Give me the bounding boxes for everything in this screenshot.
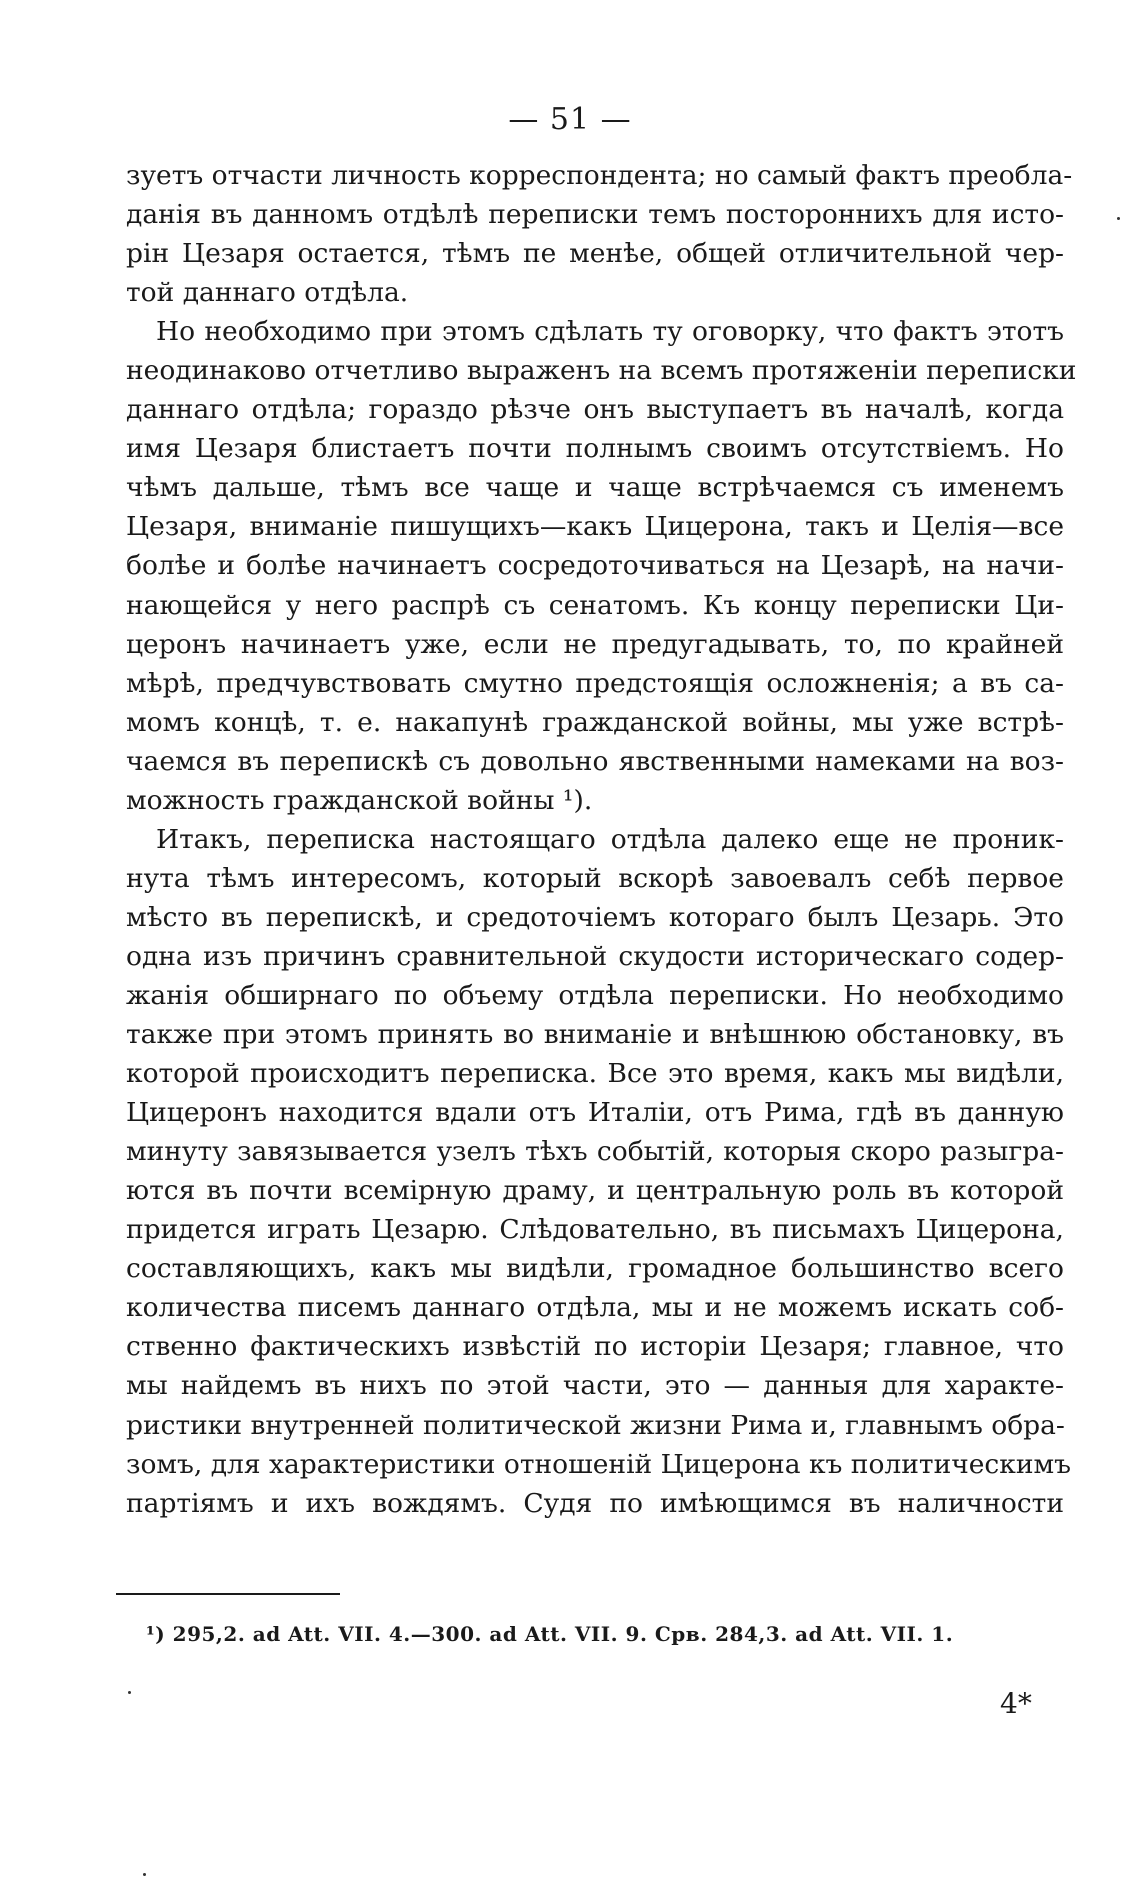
text-line: Цезаря, вниманіе пишущихъ—какъ Цицерона, такъ и Целія—все [126,511,1064,543]
text-line: зуетъ отчасти личность корреспондента; но самый фактъ преобла- [126,160,1073,191]
text-line: жанія обширнаго по объему отдѣла переписки. Но необходимо [126,979,1064,1011]
text-line: зомъ, для характеристики отношеній Цицерона къ политическимъ [126,1448,1071,1480]
text-line: данія въ данномъ отдѣлѣ переписки темъ постороннихъ для исто- [126,199,1064,231]
text-line: неодинаково отчетливо выраженъ на всемъ протяженіи переписки [126,355,1077,387]
text-line: чаемся въ перепискѣ съ довольно явственными намеками на воз- [126,745,1064,777]
text-line: можность гражданской войны ¹). [126,784,593,816]
text-line: одна изъ причинъ сравнительной скудости историческаго содер- [126,940,1064,972]
text-line [126,820,1064,859]
text-line: ристики внутренней политической жизни Рима и, главнымъ обра- [126,1409,1065,1441]
text-line: момъ концѣ, т. е. накапунѣ гражданской войны, мы уже встрѣ- [126,706,1064,738]
body-text [126,156,1077,1523]
text-line: той даннаго отдѣла. [126,277,409,309]
paragraph [126,312,1077,820]
text-line: нута тѣмъ интересомъ, который вскорѣ завоевалъ себѣ первое [126,862,1064,894]
text-line: болѣе и болѣе начинаетъ сосредоточиваться на Цезарѣ, на начи- [126,550,1064,582]
text-line: даннаго отдѣла; гораздо рѣзче онъ выступаетъ въ началѣ, когда [126,394,1064,426]
scan-speck [128,1691,131,1694]
text-line: имя Цезаря блистаетъ почти полнымъ своимъ отсутствіемъ. Но [126,433,1064,465]
footnote: ¹) 295,2. ad Att. VII. 4.—300. ad Att. VII. 9. Срв. 284,3. ad Att. VII. 1. [146,1622,954,1646]
text-line [126,312,1064,351]
paragraph [126,820,1071,1523]
text-line: чѣмъ дальше, тѣмъ все чаще и чаще встрѣчаемся съ именемъ [126,472,1064,504]
text-line: партіямъ и ихъ вождямъ. Судя по имѣющимся въ наличности [126,1487,1064,1519]
paragraph [126,156,1073,312]
footnote-divider [116,1593,340,1595]
text-line: ственно фактическихъ извѣстій по исторіи Цезаря; главное, что [126,1331,1064,1363]
text-line: нающейся у него распрѣ съ сенатомъ. Къ концу переписки Ци- [126,589,1064,621]
text-line: придется играть Цезарю. Слѣдовательно, въ письмахъ Цицерона, [126,1214,1064,1246]
text-line: мѣсто въ перепискѣ, и средоточіемъ котораго былъ Цезарь. Это [126,901,1064,933]
text-line: рін Цезаря остается, тѣмъ пе менѣе, общей отличительной чер- [126,238,1064,270]
text-line: составляющихъ, какъ мы видѣли, громадное большинство всего [126,1253,1064,1285]
text-line: количества писемъ даннаго отдѣла, мы и не можемъ искать соб- [126,1292,1064,1324]
text-line: церонъ начинаетъ уже, если не предугадывать, то, по крайней [126,628,1064,660]
text-line: мѣрѣ, предчувствовать смутно предстоящія осложненія; а въ са- [126,667,1064,699]
text-line-content: Итакъ, переписка настоящаго отдѣла далеко еще не проник- [156,823,1064,855]
text-line: которой происходитъ переписка. Все это время, какъ мы видѣли, [126,1058,1064,1090]
scan-speck [143,1873,146,1876]
text-line: Цицеронъ находится вдали отъ Италіи, отъ Рима, гдѣ въ данную [126,1097,1064,1129]
text-line: также при этомъ принять во вниманіе и внѣшнюю обстановку, въ [126,1019,1064,1051]
text-line: ются въ почти всемірную драму, и центральную роль въ которой [126,1175,1064,1207]
text-line: минуту завязывается узелъ тѣхъ событій, которыя скоро разыгра- [126,1136,1064,1168]
page-number: — 51 — [508,102,632,137]
text-line-content: Но необходимо при этомъ сдѣлать ту оговорку, что фактъ этотъ [156,316,1064,348]
signature-mark: 4* [1000,1687,1032,1720]
text-line: мы найдемъ въ нихъ по этой части, это — данныя для характе- [126,1370,1064,1402]
scan-speck [1117,217,1120,220]
